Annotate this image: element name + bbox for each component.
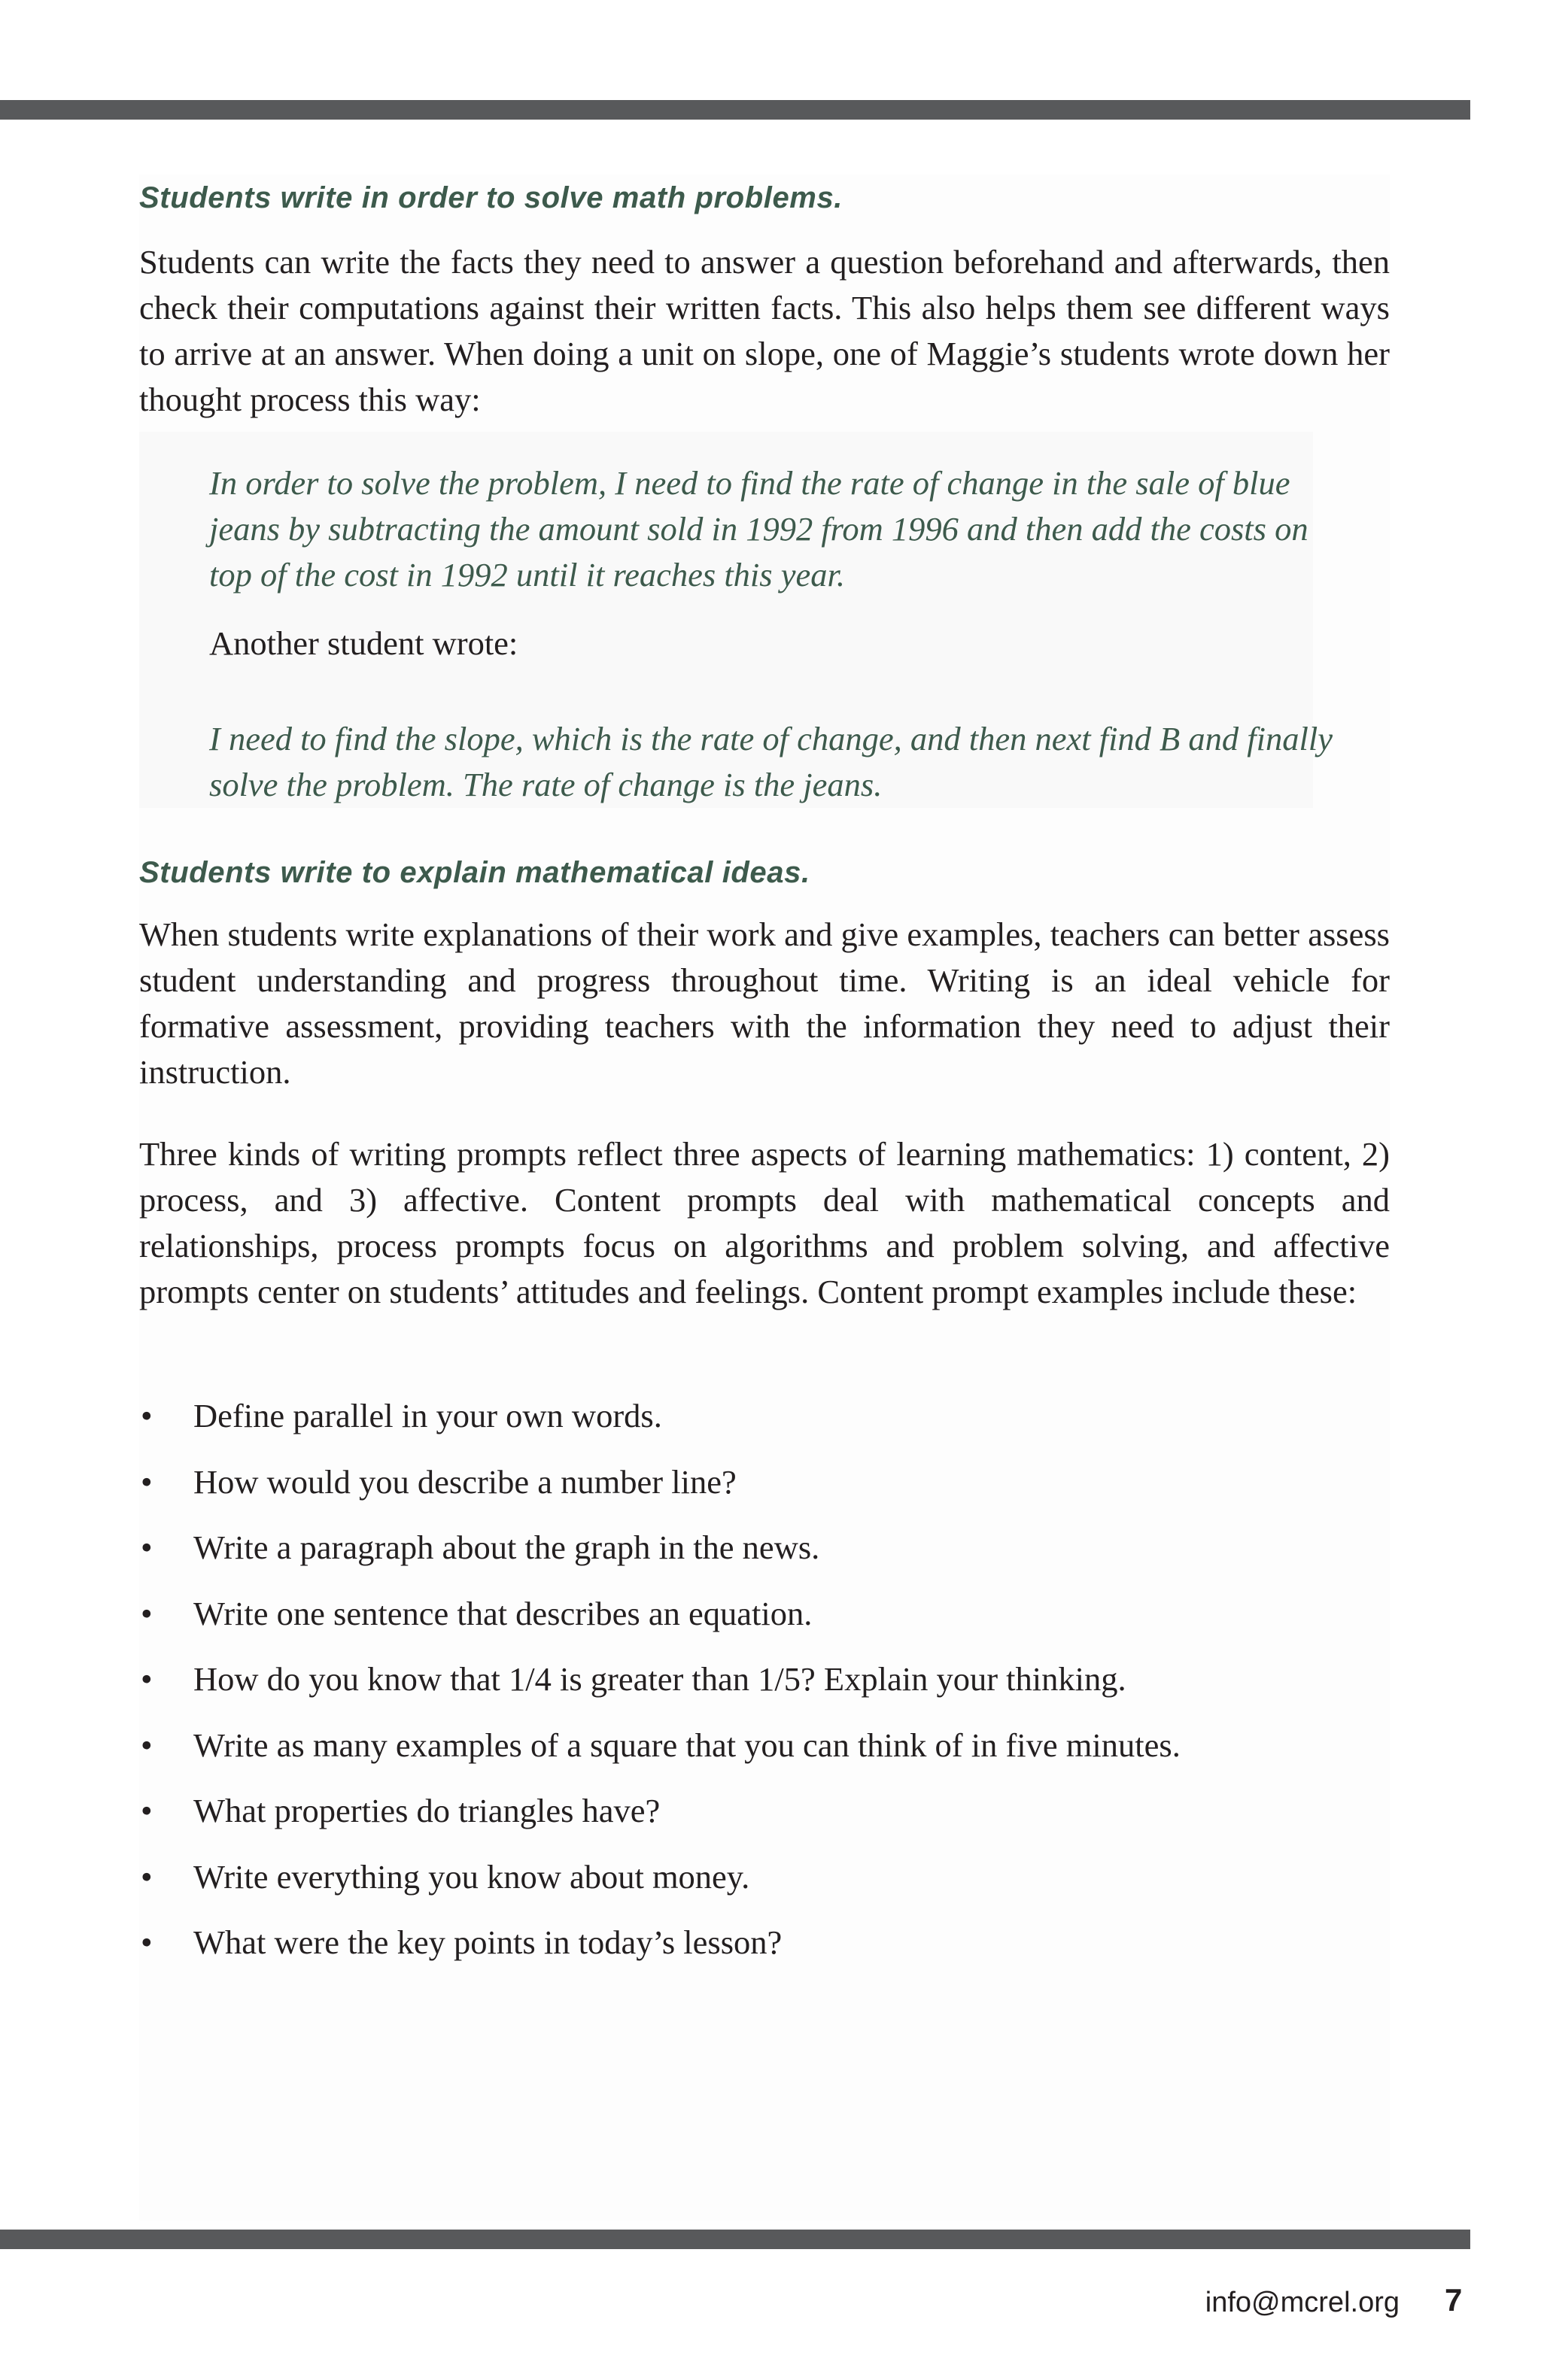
bullet-icon: • bbox=[141, 1462, 153, 1501]
another-student-label: Another student wrote: bbox=[209, 624, 518, 662]
list-item: • Write a paragraph about the graph in the news. bbox=[139, 1525, 1181, 1591]
list-item: • Define parallel in your own words. bbox=[139, 1393, 1181, 1459]
bullet-icon: • bbox=[141, 1923, 153, 1961]
bullet-icon: • bbox=[141, 1660, 153, 1698]
bullet-icon: • bbox=[141, 1594, 153, 1632]
student-quote-1: In order to solve the problem, I need to find the rate of change in the sale of blue jeans by subtracting the amount sold in 1992 from 1996 and then add the costs on top of the cost in 1992 until it reaches this year. bbox=[209, 464, 1308, 593]
section-heading-explain: Students write to explain mathematical ideas. bbox=[139, 856, 810, 889]
bullet-icon: • bbox=[141, 1397, 153, 1434]
footer-email-link[interactable]: info@mcrel.org bbox=[1205, 2287, 1400, 2318]
paragraph-solve: Students can write the facts they need to answer a question beforehand and afterwards, then check their computations against their written facts. This also helps them see different ways to arrive at an answer. When doing a unit on slope, one of Maggie’s students wrote down her thought process this way: bbox=[139, 243, 1390, 418]
quote-block bbox=[139, 432, 1333, 808]
list-item: • What properties do triangles have? bbox=[139, 1788, 1181, 1854]
page-number: 7 bbox=[1445, 2282, 1463, 2318]
top-rule bbox=[0, 100, 1470, 120]
section-heading-solve: Students write in order to solve math problems. bbox=[139, 181, 843, 214]
list-item: • Write everything you know about money. bbox=[139, 1854, 1181, 1920]
list-item: • How do you know that 1/4 is greater than 1/5? Explain your thinking. bbox=[139, 1656, 1181, 1723]
paragraph-explain-1: When students write explanations of their work and give examples, teachers can better assess student understanding and progress throughout time. Writing is an ideal vehicle for formative assessment, providing teachers with the information they need to adjust their instruction. bbox=[139, 915, 1390, 1091]
list-item: • What were the key points in today’s lesson? bbox=[139, 1920, 1181, 1986]
paragraph-explain-2: Three kinds of writing prompts reflect three aspects of learning mathematics: 1) content, 2) process, and 3) affective. Content prompts deal with mathematical concepts and relationships, process prompts focus on algorithms and problem solving, and affective prompts center on students’ attitudes and feelings. Content prompt examples include these: bbox=[139, 1135, 1390, 1310]
list-item: • Write as many examples of a square that you can think of in five minutes. bbox=[139, 1723, 1181, 1789]
bullet-icon: • bbox=[141, 1857, 153, 1896]
list-item: • Write one sentence that describes an equation. bbox=[139, 1591, 1181, 1657]
student-quote-2: I need to find the slope, which is the rate of change, and then next find B and finally solve the problem. The rate of change is the jeans. bbox=[209, 720, 1333, 803]
bottom-rule bbox=[0, 2230, 1470, 2249]
bullet-icon: • bbox=[141, 1792, 153, 1829]
bullet-icon: • bbox=[141, 1528, 153, 1566]
page-content bbox=[139, 175, 1390, 2221]
list-item: • How would you describe a number line? bbox=[139, 1459, 1181, 1525]
bullet-icon: • bbox=[141, 1726, 153, 1764]
content-prompt-list bbox=[139, 1393, 1181, 1986]
